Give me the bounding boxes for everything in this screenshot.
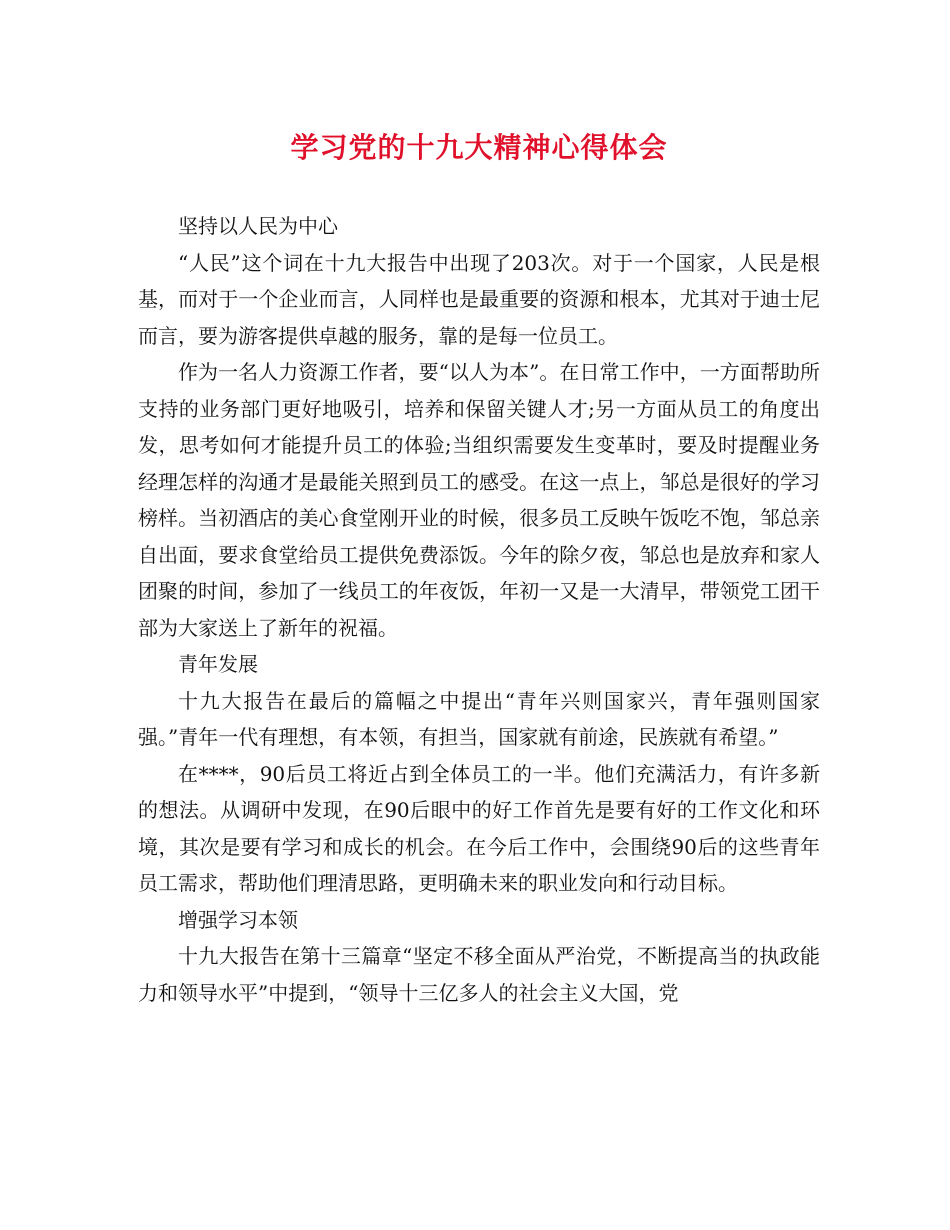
- section-heading-learning-skills: 增强学习本领: [178, 907, 298, 932]
- paragraph-people-report: “人民”这个词在十九大报告中出现了203次。对于一个国家，人民是根基，而对于一个企业而言，人同样也是最重要的资源和根本，尤其对于迪士尼而言，要为游客提供卓越的服务，靠的是每一位员工。: [138, 250, 820, 348]
- paragraph-90s-employees: 在****，90后员工将近占到全体员工的一半。他们充满活力，有许多新的想法。从调研中发现，在90后眼中的好工作首先是要有好的工作文化和环境，其次是要有学习和成长的机会。在今后工作中，会围绕90后的这些青年员工需求，帮助他们理清思路，更明确未来的职业发向和行动目标。: [138, 761, 820, 895]
- document-title: 学习党的十九大精神心得体会: [290, 131, 668, 164]
- document-body: [138, 208, 820, 1011]
- paragraph-party-governance: 十九大报告在第十三篇章“坚定不移全面从严治党，不断提高当的执政能力和领导水平”中提到，“领导十三亿多人的社会主义大国，党: [138, 944, 820, 1005]
- section-heading-people-centered: 坚持以人民为中心: [178, 214, 338, 238]
- section-heading-youth-development: 青年发展: [178, 652, 258, 676]
- paragraph-youth-report: 十九大报告在最后的篇幅之中提出“青年兴则国家兴，青年强则国家强。”青年一代有理想，有本领，有担当，国家就有前途，民族就有希望。”: [138, 688, 820, 749]
- paragraph-hr-work: 作为一名人力资源工作者，要“以人为本”。在日常工作中，一方面帮助所支持的业务部门更好地吸引，培养和保留关键人才;另一方面从员工的角度出发，思考如何才能提升员工的体验;当组织需要发生变革时，要及时提醒业务经理怎样的沟通才是最能关照到员工的感受。在这一点上，邹总是很好的学习榜样。当初酒店的美心食堂刚开业的时候，很多员工反映午饭吃不饱，邹总亲自出面，要求食堂给员工提供免费添饭。今年的除夕夜，邹总也是放弃和家人团聚的时间，参加了一线员工的年夜饭，年初一又是一大清早，带领党工团干部为大家送上了新年的祝福。: [138, 360, 820, 640]
